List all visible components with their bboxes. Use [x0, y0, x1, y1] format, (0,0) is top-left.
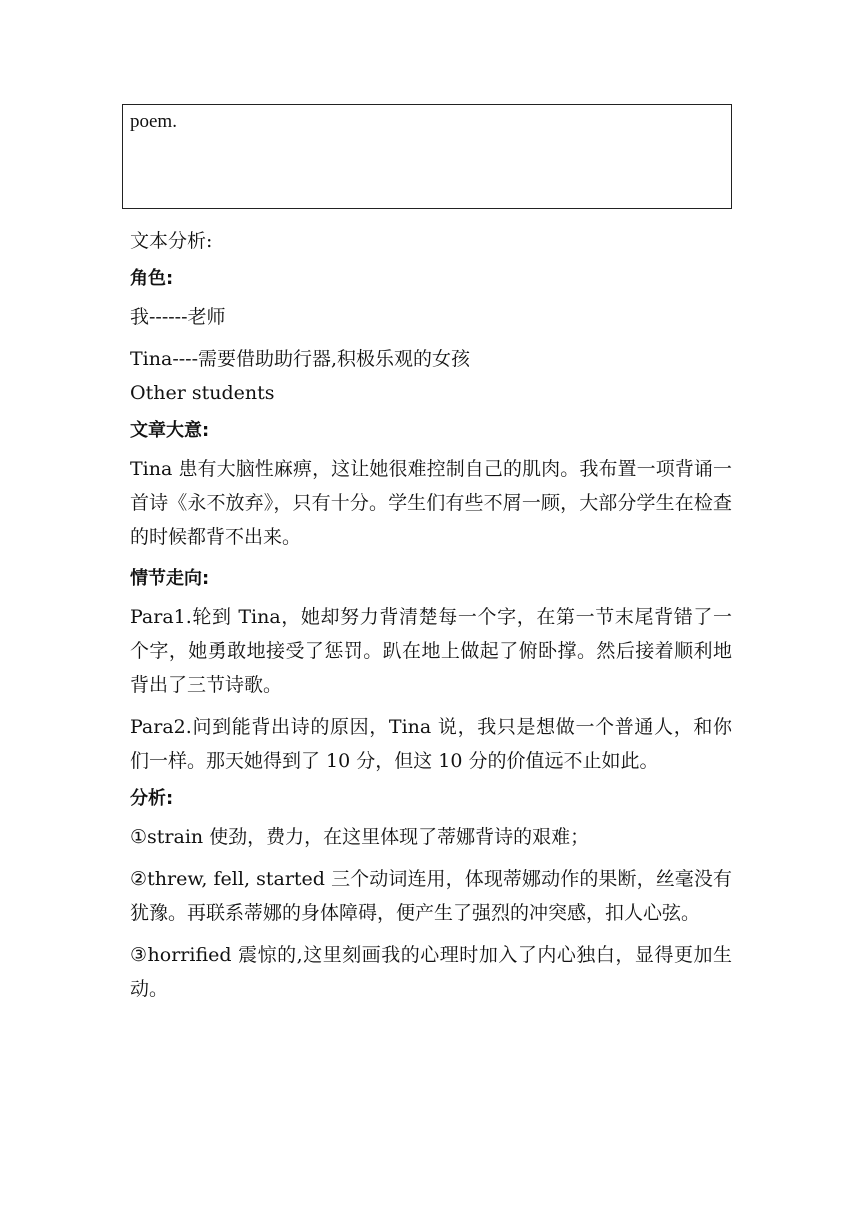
analysis-point-2: ②threw, fell, started 三个动词连用，体现蒂娜动作的果断，丝毫没有犹豫。再联系蒂娜的身体障碍，便产生了强烈的冲突感，扣人心弦。: [130, 868, 732, 924]
plot-paragraph-2: Para2.问到能背出诗的原因，Tina 说，我只是想做一个普通人，和你们一样。那天她得到了 10 分，但这 10 分的价值远不止如此。: [130, 716, 732, 772]
characters-heading: 角色:: [130, 268, 174, 289]
poem-box: [122, 104, 732, 209]
analysis-heading: 分析:: [130, 788, 174, 809]
text-analysis-section: [130, 224, 732, 1006]
character-tina: Tina----需要借助助行器,积极乐观的女孩: [130, 348, 471, 370]
analysis-point-1: ①strain 使劲，费力，在这里体现了蒂娜背诗的艰难；: [130, 826, 590, 848]
character-other-students: Other students: [130, 382, 275, 404]
summary-text: Tina 患有大脑性麻痹，这让她很难控制自己的肌肉。我布置一项背诵一首诗《永不放弃》，只有十分。学生们有些不屑一顾，大部分学生在检查的时候都背不出来。: [130, 458, 732, 548]
analysis-point-3: ③horrified 震惊的,这里刻画我的心理时加入了内心独白，显得更加生动。: [130, 944, 732, 1000]
plot-paragraph-1: Para1.轮到 Tina，她却努力背清楚每一个字，在第一节末尾背错了一个字，她勇敢地接受了惩罚。趴在地上做起了俯卧撑。然后接着顺利地背出了三节诗歌。: [130, 606, 732, 696]
summary-heading: 文章大意:: [130, 420, 210, 441]
poem-box-text: poem.: [130, 111, 177, 132]
analysis-title: 文本分析:: [130, 230, 213, 252]
character-teacher: 我------老师: [130, 306, 226, 328]
plot-heading: 情节走向:: [130, 568, 210, 589]
